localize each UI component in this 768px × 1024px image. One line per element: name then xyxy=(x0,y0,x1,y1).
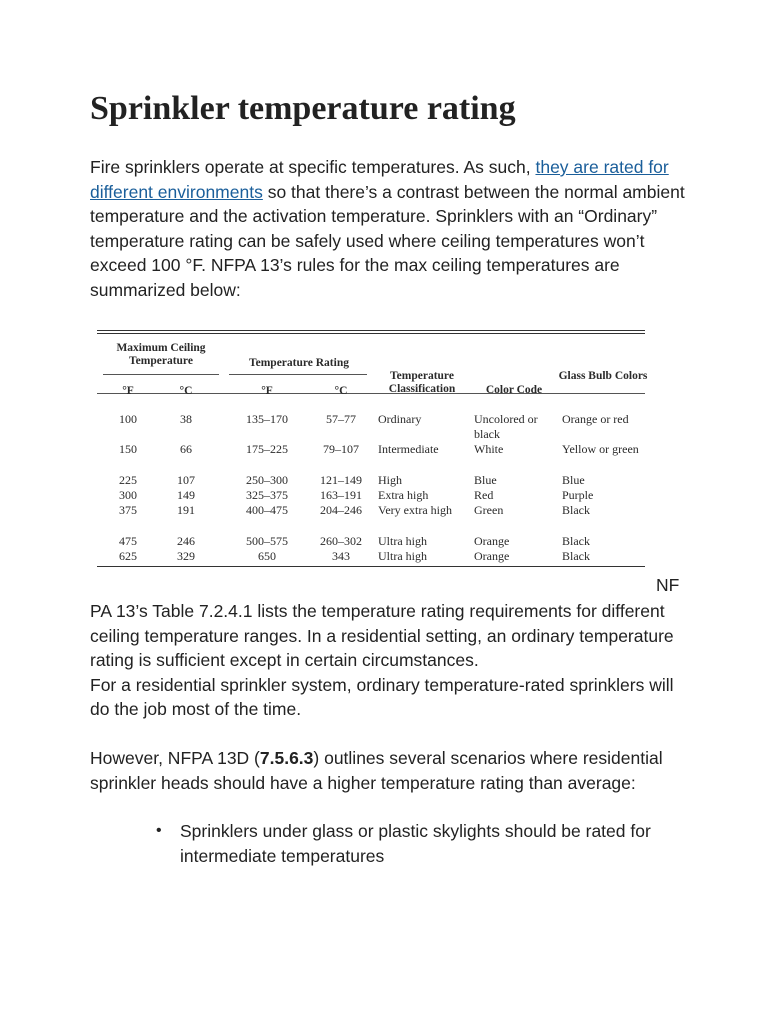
table-cell-color-code: Uncolored or black xyxy=(474,412,538,441)
header-color-code: Color Code xyxy=(485,384,543,396)
header-classification: Temperature Classification xyxy=(388,370,456,395)
list-item-text: Sprinklers under glass or plastic skylights should be rated for intermediate temperatures xyxy=(180,821,651,866)
table-cell-max-f: 375 xyxy=(119,503,137,517)
header-rating-c: °C xyxy=(334,385,348,397)
table-cell-rating-c: 343 xyxy=(332,549,350,563)
table-cell-max-c: 149 xyxy=(177,488,195,502)
table-cell-max-c: 66 xyxy=(180,442,192,456)
table-cell-color-code: Orange xyxy=(474,534,510,548)
table-cell-rating-f: 175–225 xyxy=(246,442,288,456)
table-cell-max-f: 475 xyxy=(119,534,137,548)
table-cell-max-c: 191 xyxy=(177,503,195,517)
table-cell-color-code: Blue xyxy=(474,473,497,487)
table-cell-classification: Ultra high xyxy=(378,534,427,548)
table-cell-max-c: 246 xyxy=(177,534,195,548)
table-cell-max-f: 150 xyxy=(119,442,137,456)
table-cell-rating-f: 650 xyxy=(258,549,276,563)
header-max-f: °F xyxy=(122,385,134,397)
header-rating-f: °F xyxy=(261,385,273,397)
intro-text-before: Fire sprinklers operate at specific temperatures. As such, xyxy=(90,157,536,177)
table-cell-rating-c: 79–107 xyxy=(323,442,359,456)
para3-after: ) outlines several scenarios where residential sprinkler heads should have a higher temperature rating than average: xyxy=(90,748,663,793)
section-number: 7.5.6.3 xyxy=(259,748,314,768)
bullet-icon: • xyxy=(156,822,162,839)
table-cell-classification: Ordinary xyxy=(378,412,422,426)
para2b-text: For a residential sprinkler system, ordinary temperature-rated sprinklers will do the job most of the time. xyxy=(90,674,674,719)
table-cell-bulb: Purple xyxy=(562,488,594,502)
table-cell-rating-c: 57–77 xyxy=(326,412,356,426)
table-cell-max-f: 225 xyxy=(119,473,137,487)
table-cell-rating-f: 325–375 xyxy=(246,488,288,502)
table-cell-rating-f: 500–575 xyxy=(246,534,288,548)
para3-before: However, NFPA 13D ( xyxy=(90,748,260,768)
table-cell-color-code: White xyxy=(474,442,504,456)
paragraph-table-reference xyxy=(90,599,690,722)
table-cell-classification: Extra high xyxy=(378,488,429,502)
table-cell-max-f: 300 xyxy=(119,488,137,502)
table-cell-rating-c: 121–149 xyxy=(320,473,362,487)
paragraph-nfpa-13d xyxy=(90,746,690,795)
table-cell-classification: Intermediate xyxy=(378,442,439,456)
table-cell-rating-f: 135–170 xyxy=(246,412,288,426)
page-title: Sprinkler temperature rating xyxy=(90,90,516,127)
table-cell-bulb: Blue xyxy=(562,473,585,487)
table-cell-rating-c: 204–246 xyxy=(320,503,362,517)
temperature-rating-table xyxy=(97,330,648,570)
list-item xyxy=(90,819,690,868)
table-cell-classification: Ultra high xyxy=(378,549,427,563)
para2-text: PA 13’s Table 7.2.4.1 lists the temperature rating requirements for different ceiling temperature ranges. In a residential setting, an ordinary temperature rating is sufficient except in certain circumstances. xyxy=(90,601,674,670)
table-cell-max-f: 625 xyxy=(119,549,137,563)
table-cell-max-c: 107 xyxy=(177,473,195,487)
nf-fragment: NF xyxy=(656,575,680,595)
intro-paragraph xyxy=(90,155,690,302)
table-cell-rating-f: 250–300 xyxy=(246,473,288,487)
header-bulb-colors: Glass Bulb Colors xyxy=(558,370,648,382)
header-temp-rating: Temperature Rating xyxy=(249,357,349,369)
table-cell-bulb: Yellow or green xyxy=(562,442,639,456)
table-cell-classification: Very extra high xyxy=(378,503,452,517)
scenario-list xyxy=(90,819,690,868)
header-max-ceiling: Maximum Ceiling Temperature xyxy=(116,342,206,367)
table-cell-rating-c: 163–191 xyxy=(320,488,362,502)
header-max-c: °C xyxy=(179,385,193,397)
table-cell-max-c: 329 xyxy=(177,549,195,563)
table-cell-color-code: Green xyxy=(474,503,504,517)
rated-environments-link[interactable]: they are rated for different environments xyxy=(90,157,669,202)
intro-text-after: so that there’s a contrast between the normal ambient temperature and the activation temperature. Sprinklers with an “Ordinary” temperature rating can be safely used where ceiling temperatures won’t exceed 100 °F. NFPA 13’s rules for the max ceiling temperatures are summarized below: xyxy=(90,181,685,300)
table-cell-classification: High xyxy=(378,473,402,487)
table-cell-bulb: Black xyxy=(562,534,590,548)
table-cell-max-f: 100 xyxy=(119,412,137,426)
table-cell-max-c: 38 xyxy=(180,412,192,426)
table-cell-color-code: Orange xyxy=(474,549,510,563)
table-cell-bulb: Black xyxy=(562,549,590,563)
table-cell-rating-c: 260–302 xyxy=(320,534,362,548)
table-cell-rating-f: 400–475 xyxy=(246,503,288,517)
table-cell-color-code: Red xyxy=(474,488,494,502)
table-cell-bulb: Orange or red xyxy=(562,412,629,426)
table-cell-bulb: Black xyxy=(562,503,590,517)
